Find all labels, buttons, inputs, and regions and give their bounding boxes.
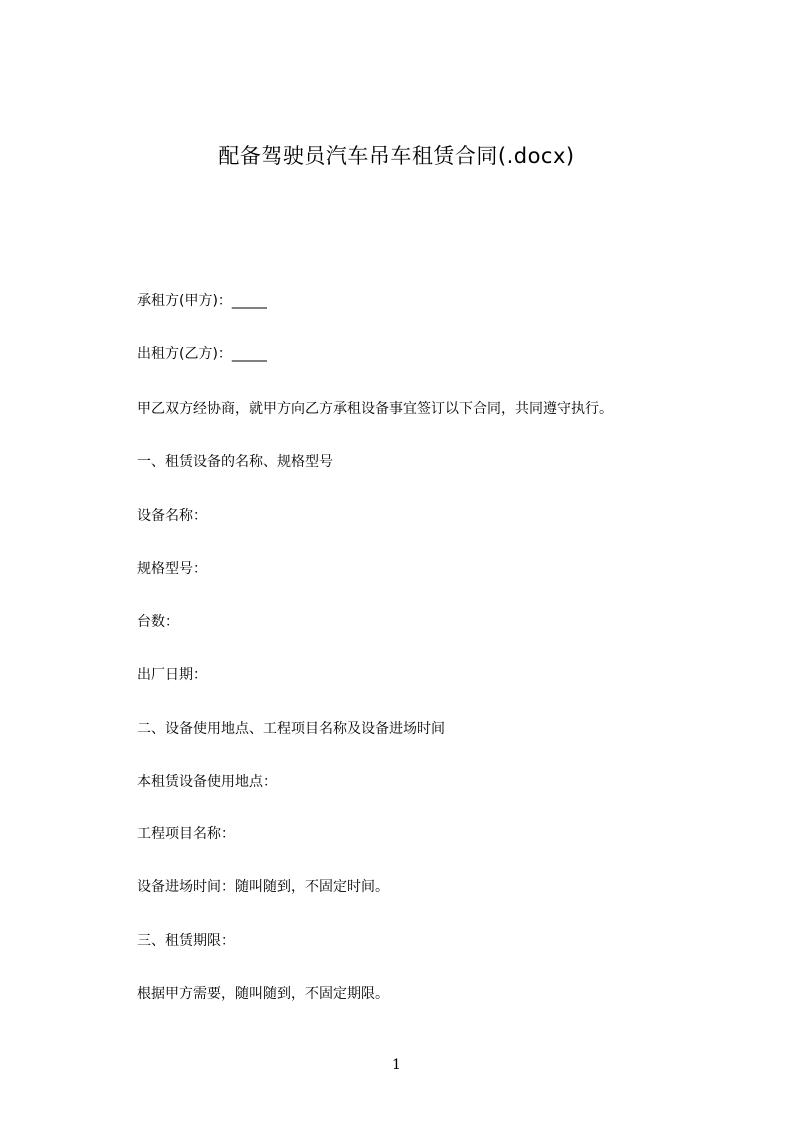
equipment-name-field: 设备名称：: [137, 508, 207, 524]
usage-location-field: 本租赁设备使用地点：: [137, 774, 277, 790]
section-2-heading: 二、设备使用地点、工程项目名称及设备进场时间: [137, 721, 445, 737]
lessor-party-b-line: 出租方(乙方)：_____: [137, 346, 267, 362]
page-number: 1: [392, 1057, 401, 1073]
lessee-party-a-line: 承租方(甲方)：_____: [137, 293, 267, 309]
project-name-field: 工程项目名称：: [137, 826, 235, 842]
model-spec-field: 规格型号：: [137, 561, 207, 577]
document-title: 配备驾驶员汽车吊车租赁合同(.docx): [218, 144, 575, 168]
agreement-intro: 甲乙双方经协商，就甲方向乙方承租设备事宜签订以下合同，共同遵守执行。: [137, 401, 613, 417]
manufacture-date-field: 出厂日期：: [137, 667, 207, 683]
unit-count-field: 台数：: [137, 614, 179, 630]
section-3-heading: 三、租赁期限：: [137, 933, 235, 949]
entry-time-field: 设备进场时间：随叫随到，不固定时间。: [137, 879, 389, 895]
section-1-heading: 一、租赁设备的名称、规格型号: [137, 454, 333, 470]
lease-term-text: 根据甲方需要，随叫随到，不固定期限。: [137, 986, 389, 1002]
